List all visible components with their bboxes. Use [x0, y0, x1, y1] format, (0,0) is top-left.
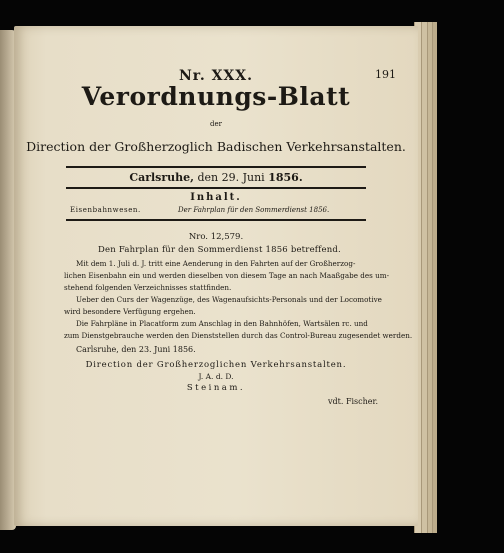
dateline-date: den 29. Juni	[197, 171, 265, 184]
masthead-subtitle: Direction der Großherzoglich Badischen Verkehrsanstalten.	[26, 139, 406, 154]
contents-section: Eisenbahnwesen.	[70, 206, 141, 214]
decree-number: Nro. 12,579.	[188, 232, 244, 242]
decree-date: Carlsruhe, den 23. Juni 1856.	[76, 345, 196, 354]
masthead-der: der	[210, 120, 222, 128]
signature-vdt: vdt. Fischer.	[328, 397, 379, 406]
document-page	[14, 26, 418, 526]
issue-number: Nr. XXX.	[178, 68, 254, 84]
dateline-place: Carlsruhe,	[129, 171, 194, 184]
paragraph-1-line-1: Mit dem 1. Juli d. J. tritt eine Aenderung in den Fahrten auf der Großherzog-	[76, 259, 356, 268]
dateline-year: 1856.	[268, 171, 303, 184]
paragraph-3-line-2: zum Dienstgebrauche werden den Dienststellen durch das Control-Bureau zugesendet werden.	[64, 331, 413, 340]
page-edge	[421, 22, 427, 533]
paragraph-2-line-2: wird besondere Verfügung ergehen.	[64, 307, 196, 316]
divider	[66, 187, 366, 189]
paragraph-1-line-3: stehend folgenden Verzeichnisses stattfinden.	[64, 283, 232, 292]
divider	[66, 166, 366, 168]
divider	[66, 219, 366, 221]
signature-initials: J. A. d. D.	[198, 372, 234, 381]
paragraph-1-line-2: lichen Eisenbahn ein und werden dieselben von diesem Tage an nach Maaßgabe des um-	[64, 271, 390, 280]
signature-name: Steinam.	[186, 383, 246, 393]
signature-org: Direction der Großherzoglichen Verkehrsanstalten.	[85, 360, 347, 370]
paragraph-2-line-1: Ueber den Curs der Wagenzüge, des Wagenaufsichts-Personals und der Locomotive	[76, 295, 382, 304]
decree-topic: Den Fahrplan für den Sommerdienst 1856 betreffend.	[98, 245, 341, 255]
masthead-title: Verordnungs-Blatt	[81, 82, 351, 111]
page-edge	[427, 22, 432, 533]
page-number: 191	[375, 68, 396, 81]
dateline	[14, 171, 418, 184]
page-edge	[432, 22, 437, 533]
paragraph-3-line-1: Die Fahrpläne in Placatform zum Anschlag in den Bahnhöfen, Wartsälen rc. und	[76, 319, 368, 328]
contents-entry: Der Fahrplan für den Sommerdienst 1856.	[178, 206, 330, 214]
contents-heading: Inhalt.	[190, 192, 242, 203]
